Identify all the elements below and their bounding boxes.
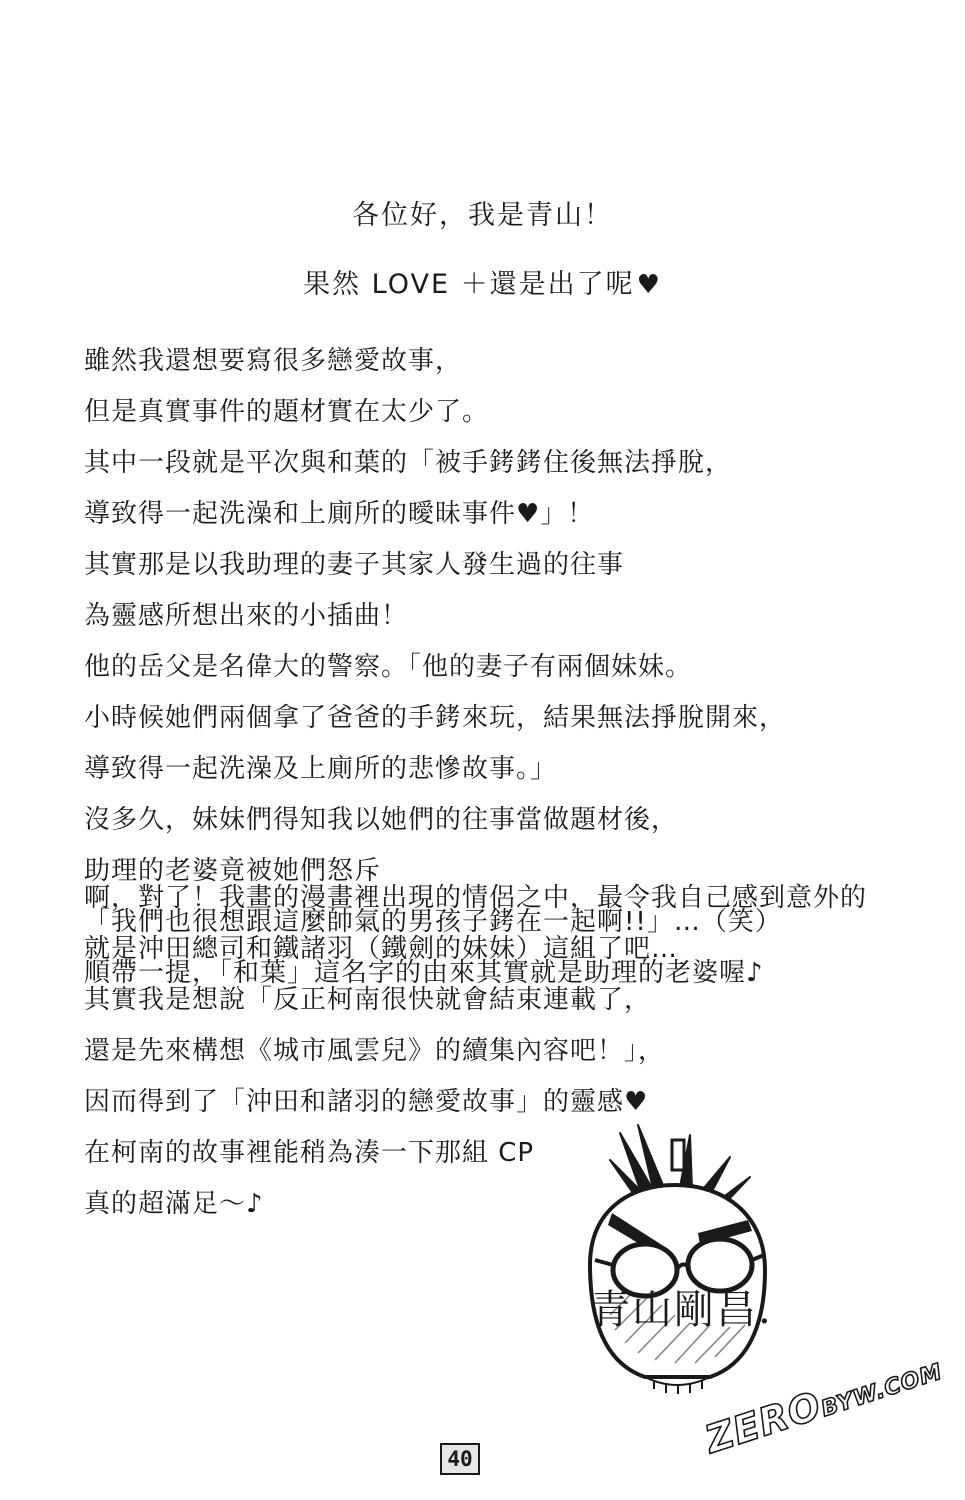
text-line: 導致得一起洗澡及上廁所的悲慘故事。」 — [84, 754, 558, 784]
text-line: 但是真實事件的題材實在太少了。 — [84, 397, 490, 427]
subtitle-heading — [0, 262, 965, 301]
text-line: 其中一段就是平次與和葉的「被手銬銬住後無法掙脫， — [84, 448, 733, 478]
greeting-text: 各位好，我是青山！ — [352, 200, 613, 231]
author-signature: 青山剛昌. — [590, 1287, 773, 1333]
watermark-main: ZERO — [700, 1383, 827, 1462]
text-line: 「我們也很想跟這麼帥氣的男孩子銬在一起啊!!」…（笑） — [84, 907, 782, 937]
text-line: 順帶一提，「和葉」這名字的由來其實就是助理的老婆喔♪ — [84, 958, 764, 988]
page-number: 40 — [440, 1443, 480, 1475]
paragraph-two — [84, 873, 934, 1230]
sunglasses-mascot-icon — [550, 1115, 800, 1435]
text-line: 沒多久，妹妹們得知我以她們的往事當做題材後， — [84, 805, 679, 835]
text-line: 真的超滿足～♪ — [84, 1189, 264, 1219]
text-line: 助理的老婆竟被她們怒斥 — [84, 856, 382, 886]
watermark-suffix: BYW.COM — [818, 1359, 946, 1423]
text-line: 其實我是想說「反正柯南很快就會結束連載了， — [84, 985, 652, 1015]
text-line: 其實那是以我助理的妻子其家人發生過的往事 — [84, 550, 625, 580]
greeting-heading — [0, 193, 965, 232]
text-line: 啊，對了！我畫的漫畫裡出現的情侶之中，最令我自己感到意外的 — [84, 883, 868, 913]
heart-icon: ♥ — [636, 270, 662, 300]
text-line: 雖然我還想要寫很多戀愛故事， — [84, 346, 463, 376]
text-line: 因而得到了「沖田和諸羽的戀愛故事」的靈感♥ — [84, 1087, 649, 1117]
text-line: 就是沖田總司和鐵諸羽（鐵劍的妹妹）這組了吧… — [84, 934, 679, 964]
text-line: 還是先來構想《城市風雲兒》的續集內容吧！」， — [84, 1036, 666, 1066]
text-line: 他的岳父是名偉大的警察。「他的妻子有兩個妹妹。 — [84, 652, 693, 682]
text-line: 小時候她們兩個拿了爸爸的手銬來玩，結果無法掙脫開來， — [84, 703, 787, 733]
text-line: 為靈感所想出來的小插曲！ — [84, 601, 409, 631]
text-line: 導致得一起洗澡和上廁所的曖昧事件♥」！ — [84, 499, 595, 529]
text-line: 在柯南的故事裡能稍為湊一下那組 CP — [84, 1138, 535, 1168]
subtitle-text: 果然 LOVE ＋還是出了呢 — [303, 269, 635, 300]
